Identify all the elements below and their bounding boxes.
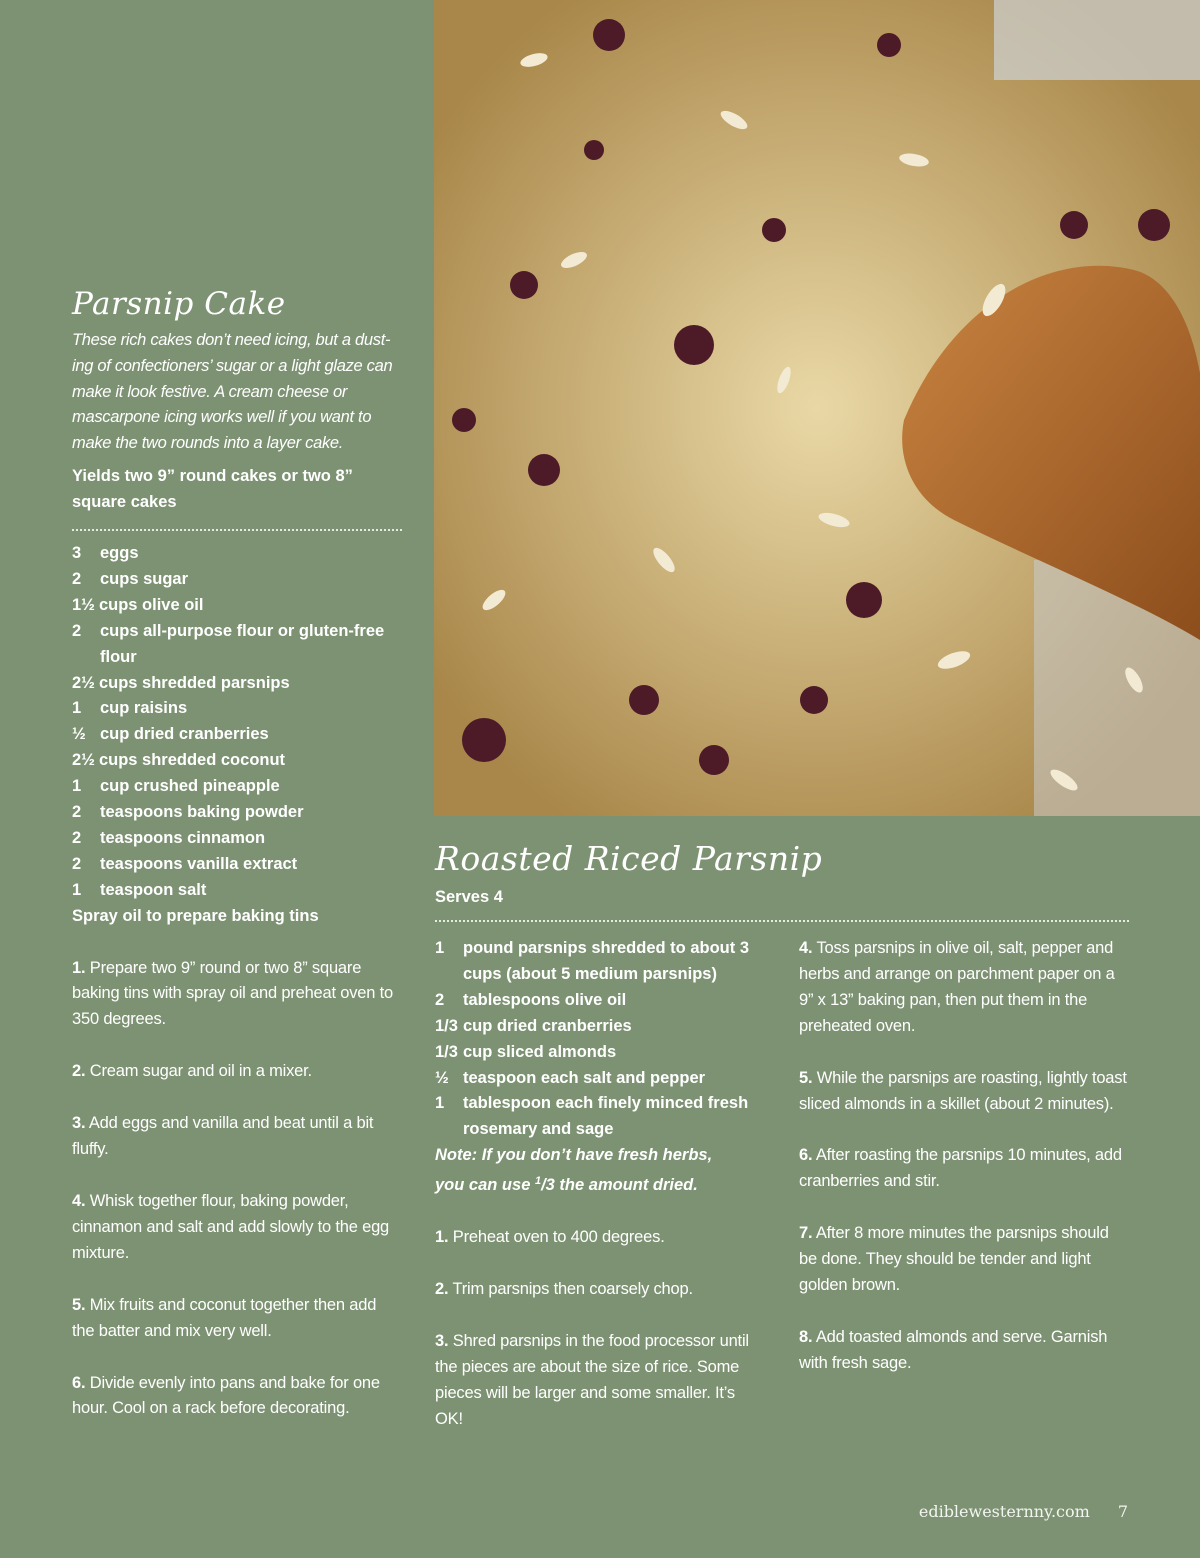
ingredient-item: 1 teaspoon salt [72, 880, 207, 899]
method-step: 5. Mix fruits and coconut together then add the batter and mix very well. [72, 1295, 377, 1340]
ingredient-item: 2 teaspoons vanilla extract [72, 854, 298, 873]
photo-illustration [434, 0, 1200, 816]
ingredient-item: 1/3 cup sliced almonds [435, 1042, 617, 1061]
ingredient-item: 1½ cups olive oil [72, 595, 204, 614]
method-step: 2. Cream sugar and oil in a mixer. [72, 1062, 312, 1081]
method-step: 1. Prepare two 9” round or two 8” square baking tins with spray oil and preheat oven to 350 degrees. [72, 958, 394, 1029]
recipe-note: Note: If you don’t have fresh herbs, you can use $^1$/3 the amount dried. [435, 1146, 713, 1195]
ingredient-item: 1 tablespoon each finely minced fresh rosemary and sage [435, 1094, 749, 1139]
recipe-serves: Serves 4 [435, 888, 503, 906]
method-step: 4. Whisk together flour, baking powder, cinnamon and salt and add slowly to the egg mixture. [72, 1192, 390, 1262]
method-step: 6. After roasting the parsnips 10 minutes, add cranberries and stir. [799, 1146, 1122, 1191]
ingredient-item: ½ teaspoon each salt and pepper [435, 1068, 706, 1087]
method-steps [435, 1225, 765, 1432]
ingredient-item: 2½ cups shredded coconut [72, 751, 286, 770]
ingredient-item: 2 cups sugar [72, 569, 189, 588]
dotted-divider [435, 920, 1129, 922]
recipe-yield: Yields two 9” round cakes or two 8” square cakes [72, 466, 353, 511]
method-step: 5. While the parsnips are roasting, lightly toast sliced almonds in a skillet (about 2 minutes). [799, 1068, 1127, 1113]
ingredient-item: 1/3 cup dried cranberries [435, 1016, 632, 1035]
method-step: 3. Add eggs and vanilla and beat until a bit fluffy. [72, 1114, 374, 1159]
recipe-intro: These rich cakes don’t need icing, but a dust-ing of confectioners’ sugar or a light glaze can make it look festive. A cream cheese or mascarpone icing works well if you want to make the two rounds into a layer cake. [72, 331, 393, 453]
column-method [799, 936, 1129, 1433]
roasted-riced-parsnip-recipe [435, 836, 1129, 1433]
ingredient-item: 1 cup raisins [72, 699, 188, 718]
page-number: 7 [1117, 1502, 1128, 1521]
ingredient-list [72, 541, 402, 930]
website-link[interactable]: ediblewesternny.com [918, 1502, 1090, 1521]
method-step: 3. Shred parsnips in the food processor until the pieces are about the size of rice. Some pieces will be larger and some smaller. It’s OK! [435, 1331, 749, 1428]
ingredient-item: 2 teaspoons cinnamon [72, 828, 266, 847]
method-step: 1. Preheat oven to 400 degrees. [435, 1228, 665, 1247]
ingredient-item: 2 teaspoons baking powder [72, 803, 304, 822]
method-step: 7. After 8 more minutes the parsnips should be done. They should be tender and light golden brown. [799, 1224, 1109, 1295]
ingredient-item: 2½ cups shredded parsnips [72, 673, 290, 692]
ingredient-item: ½ cup dried cranberries [72, 725, 269, 744]
recipe-title: Parsnip Cake [72, 286, 286, 322]
ingredient-item: 1 cup crushed pineapple [72, 777, 280, 796]
recipe-photo [434, 0, 1200, 816]
method-step: 6. Divide evenly into pans and bake for one hour. Cool on a rack before decorating. [72, 1373, 380, 1418]
ingredient-item: 2 tablespoons olive oil [435, 990, 627, 1009]
ingredient-item: Spray oil to prepare baking tins [72, 906, 319, 925]
method-step: 8. Add toasted almonds and serve. Garnish with fresh sage. [799, 1327, 1108, 1372]
ingredient-item: 2 cups all-purpose flour or gluten-free flour [72, 621, 385, 666]
method-step: 2. Trim parsnips then coarsely chop. [435, 1279, 693, 1298]
method-steps [72, 956, 402, 1423]
column-ingredients [435, 936, 765, 1433]
ingredient-item: 3 eggs [72, 543, 139, 562]
ingredient-item: 1 pound parsnips shredded to about 3 cups (about 5 medium parsnips) [435, 939, 750, 983]
parsnip-cake-recipe [72, 280, 402, 1422]
method-step: 4. Toss parsnips in olive oil, salt, pepper and herbs and arrange on parchment paper on a 9” x 13” baking pan, then put them in the preheated oven. [799, 939, 1115, 1035]
page-footer [919, 1502, 1128, 1521]
dotted-divider [72, 529, 402, 531]
method-steps [799, 936, 1129, 1377]
recipe-title: Roasted Riced Parsnip [435, 839, 823, 878]
ingredient-list [435, 936, 765, 1143]
